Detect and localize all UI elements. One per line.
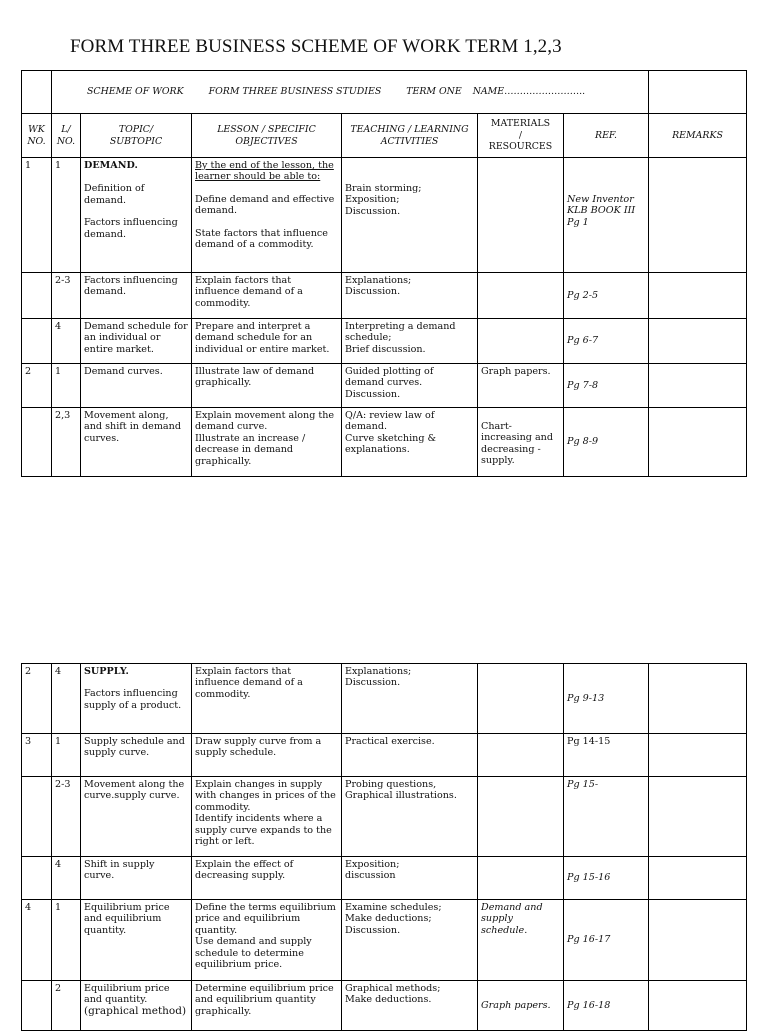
term-label: TERM ONE (406, 86, 462, 98)
lesson-cell: 1 (52, 364, 81, 408)
ref-cell: Pg 6-7 (564, 319, 649, 364)
ref-cell: Pg 7-8 (564, 364, 649, 408)
materials-cell (478, 319, 564, 364)
ref-cell: Pg 15-16 (564, 857, 649, 900)
activities-cell: Practical exercise. (342, 734, 478, 777)
objectives-cell: Illustrate law of demand graphically. (192, 364, 342, 408)
materials-cell (478, 158, 564, 273)
ref-cell: Pg 16-17 (564, 900, 649, 981)
activities-cell: Explanations; Discussion. (342, 273, 478, 319)
lesson-cell: 4 (52, 857, 81, 900)
table-row (22, 777, 747, 857)
materials-cell: Chart- increasing and decreasing - supply. (478, 408, 564, 477)
lesson-cell: 4 (52, 319, 81, 364)
activities-cell: Graphical methods; Make deductions. (342, 981, 478, 1031)
lesson-cell: 1 (52, 158, 81, 273)
remarks-cell (649, 408, 747, 477)
activities-cell: Examine schedules; Make deductions; Discussion. (342, 900, 478, 981)
remarks-cell (649, 734, 747, 777)
remarks-cell (649, 364, 747, 408)
lesson-cell: 2,3 (52, 408, 81, 477)
header-ref: REF. (564, 114, 649, 158)
topic-cell: Equilibrium price and equilibrium quantity. (81, 900, 192, 981)
table-row (22, 273, 747, 319)
remarks-cell (649, 857, 747, 900)
scheme-info-row (52, 71, 649, 114)
table-row (22, 981, 747, 1031)
wk-cell: 4 (22, 900, 52, 981)
objectives-cell: Draw supply curve from a supply schedule. (192, 734, 342, 777)
wk-cell (22, 408, 52, 477)
lesson-cell: 2 (52, 981, 81, 1031)
materials-cell (478, 777, 564, 857)
header-wk: WK NO. (22, 114, 52, 158)
objectives-cell: Determine equilibrium price and equilibrium quantity graphically. (192, 981, 342, 1031)
lesson-cell: 4 (52, 664, 81, 734)
wk-cell (22, 981, 52, 1031)
blank-cell (22, 71, 52, 114)
wk-cell (22, 857, 52, 900)
materials-cell: Demand and supply schedule. (478, 900, 564, 981)
ref-cell: Pg 9-13 (564, 664, 649, 734)
ref-cell: Pg 2-5 (564, 273, 649, 319)
wk-cell: 1 (22, 158, 52, 273)
wk-cell: 2 (22, 364, 52, 408)
remarks-cell (649, 900, 747, 981)
materials-cell (478, 273, 564, 319)
ref-cell: Pg 16-18 (564, 981, 649, 1031)
header-remarks: REMARKS (649, 114, 747, 158)
activities-cell: Probing questions, Graphical illustrations. (342, 777, 478, 857)
materials-cell: Graph papers. (478, 364, 564, 408)
topic-cell: Supply schedule and supply curve. (81, 734, 192, 777)
scheme-table-2 (21, 663, 747, 1031)
ref-cell: Pg 15- (564, 777, 649, 857)
wk-cell (22, 273, 52, 319)
table-row (22, 900, 747, 981)
wk-cell: 2 (22, 664, 52, 734)
objectives-cell: Explain factors that influence demand of a commodity. (192, 273, 342, 319)
objectives-cell: Explain movement along the demand curve. Illustrate an increase / decrease in demand graphically. (192, 408, 342, 477)
topic-cell: Movement along, and shift in demand curves. (81, 408, 192, 477)
topic-cell: Shift in supply curve. (81, 857, 192, 900)
lesson-cell: 1 (52, 900, 81, 981)
remarks-cell (649, 664, 747, 734)
blank-cell (649, 71, 747, 114)
activities-cell: Q/A: review law of demand. Curve sketching & explanations. (342, 408, 478, 477)
form-label: FORM THREE BUSINESS STUDIES (208, 86, 382, 98)
remarks-cell (649, 981, 747, 1031)
ref-cell: New Inventor KLB BOOK III Pg 1 (564, 158, 649, 273)
activities-cell: Exposition; discussion (342, 857, 478, 900)
activities-cell: Interpreting a demand schedule; Brief discussion. (342, 319, 478, 364)
scheme-label: SCHEME OF WORK (87, 86, 184, 98)
header-activities: TEACHING / LEARNING ACTIVITIES (342, 114, 478, 158)
topic-cell: Factors influencing demand. (81, 273, 192, 319)
name-label: NAME…………………….. (472, 86, 586, 98)
header-lesson-no: L/ NO. (52, 114, 81, 158)
objectives-cell: By the end of the lesson, the learner should be able to: Define demand and effective demand. State factors that influence demand of a commodity. (192, 158, 342, 273)
objectives-cell: Explain changes in supply with changes in prices of the commodity. Identify incidents where a supply curve expands to the right or left. (192, 777, 342, 857)
table-row (22, 408, 747, 477)
materials-cell: Graph papers. (478, 981, 564, 1031)
remarks-cell (649, 273, 747, 319)
lesson-cell: 2-3 (52, 273, 81, 319)
topic-cell: Demand curves. (81, 364, 192, 408)
table-row (22, 364, 747, 408)
table-row (22, 664, 747, 734)
table-row (22, 158, 747, 273)
ref-cell: Pg 14-15 (564, 734, 649, 777)
table-row (22, 319, 747, 364)
scheme-table-1 (21, 70, 747, 477)
wk-cell (22, 777, 52, 857)
activities-cell: Explanations; Discussion. (342, 664, 478, 734)
objectives-cell: Define the terms equilibrium price and equilibrium quantity. Use demand and supply schedule to determine equilibrium price. (192, 900, 342, 981)
wk-cell (22, 319, 52, 364)
ref-cell: Pg 8-9 (564, 408, 649, 477)
topic-cell: Equilibrium price and quantity. (graphical method) (81, 981, 192, 1031)
topic-cell: Movement along the curve.supply curve. (81, 777, 192, 857)
objectives-cell: Explain factors that influence demand of a commodity. (192, 664, 342, 734)
objectives-cell: Explain the effect of decreasing supply. (192, 857, 342, 900)
table-row (22, 857, 747, 900)
objectives-cell: Prepare and interpret a demand schedule for an individual or entire market. (192, 319, 342, 364)
header-objectives: LESSON / SPECIFIC OBJECTIVES (192, 114, 342, 158)
header-materials: MATERIALS / RESOURCES (478, 114, 564, 158)
topic-cell: SUPPLY. Factors influencing supply of a product. (81, 664, 192, 734)
remarks-cell (649, 777, 747, 857)
lesson-cell: 1 (52, 734, 81, 777)
page-title: FORM THREE BUSINESS SCHEME OF WORK TERM 1,2,3 (70, 36, 562, 57)
remarks-cell (649, 158, 747, 273)
table-row (22, 734, 747, 777)
wk-cell: 3 (22, 734, 52, 777)
materials-cell (478, 734, 564, 777)
topic-cell: Demand schedule for an individual or entire market. (81, 319, 192, 364)
remarks-cell (649, 319, 747, 364)
activities-cell: Brain storming; Exposition; Discussion. (342, 158, 478, 273)
header-topic: TOPIC/ SUBTOPIC (81, 114, 192, 158)
lesson-cell: 2-3 (52, 777, 81, 857)
topic-cell: DEMAND. Definition of demand. Factors influencing demand. (81, 158, 192, 273)
materials-cell (478, 664, 564, 734)
activities-cell: Guided plotting of demand curves. Discussion. (342, 364, 478, 408)
materials-cell (478, 857, 564, 900)
